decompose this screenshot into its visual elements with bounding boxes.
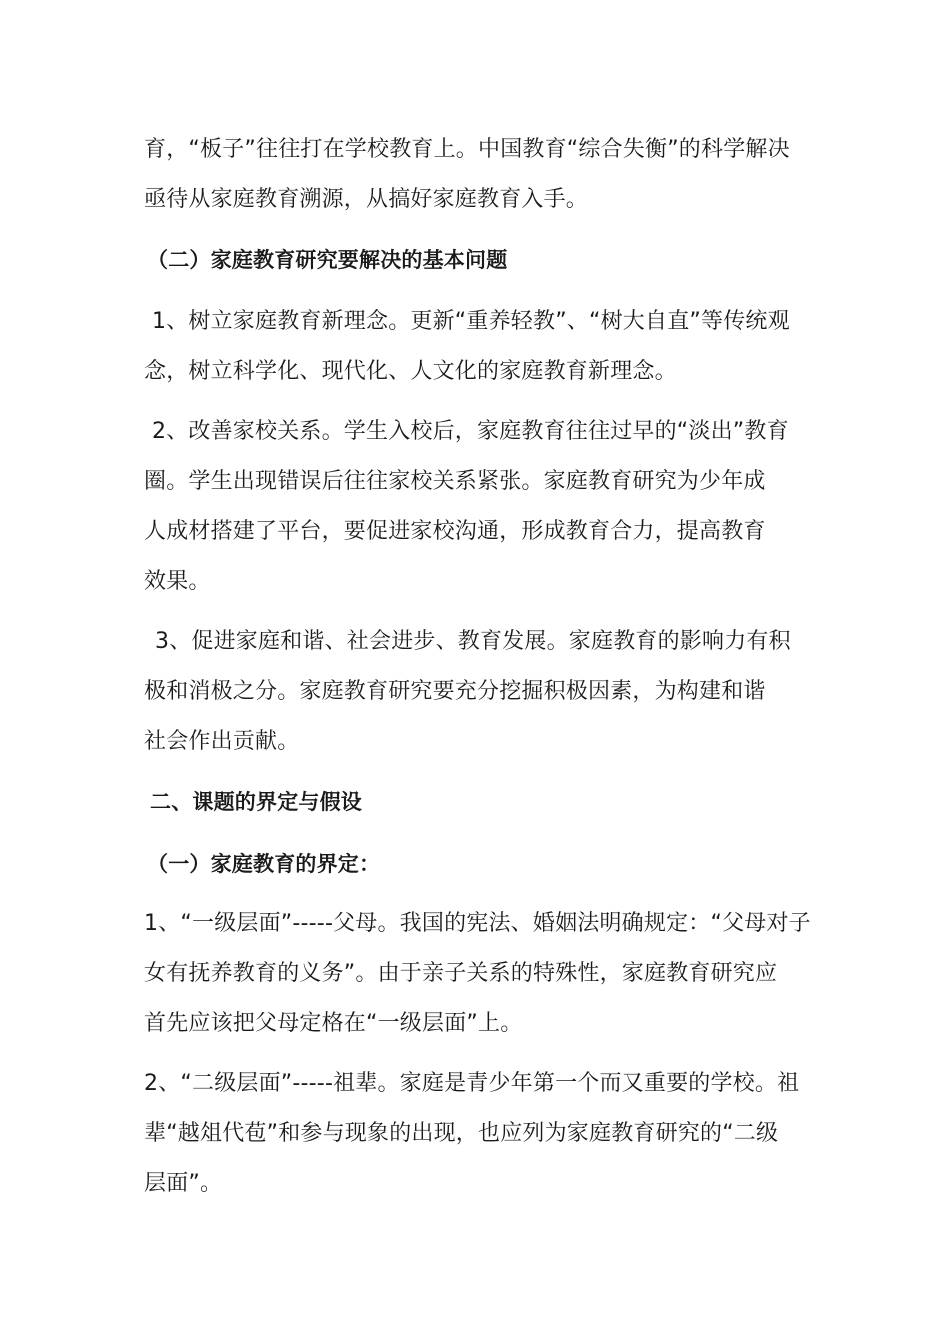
paragraph-line: 3、促进家庭和谐、社会进步、教育发展。家庭教育的影响力有积 [155, 629, 791, 654]
paragraph-line: 1、树立家庭教育新理念。更新“重养轻教”、“树大自直”等传统观 [152, 309, 790, 334]
paragraph-line: 首先应该把父母定格在“一级层面”上。 [144, 1011, 523, 1036]
paragraph-line: 念，树立科学化、现代化、人文化的家庭教育新理念。 [144, 359, 677, 384]
paragraph-line: 育，“板子”往往打在学校教育上。中国教育“综合失衡”的科学解决 [144, 137, 790, 162]
paragraph-line: 效果。 [144, 569, 211, 594]
paragraph-line: 辈“越俎代苞”和参与现象的出现，也应列为家庭教育研究的“二级 [144, 1121, 779, 1146]
paragraph-line: 圈。学生出现错误后往往家校关系紧张。家庭教育研究为少年成 [144, 469, 766, 494]
paragraph-line: 层面”。 [144, 1171, 223, 1196]
paragraph-line: 人成材搭建了平台，要促进家校沟通，形成教育合力，提高教育 [144, 519, 766, 544]
paragraph-line: 1、“一级层面”-----父母。我国的宪法、婚姻法明确规定：“父母对子 [144, 911, 811, 936]
paragraph-line: 亟待从家庭教育溯源，从搞好家庭教育入手。 [144, 187, 589, 212]
paragraph-line: 2、“二级层面”-----祖辈。家庭是青少年第一个而又重要的学校。祖 [144, 1071, 800, 1096]
subsection-heading: （一）家庭教育的界定： [147, 852, 381, 876]
paragraph-line: 女有抚养教育的义务”。由于亲子关系的特殊性，家庭教育研究应 [144, 961, 778, 986]
paragraph-line: 社会作出贡献。 [144, 729, 300, 754]
paragraph-line: 极和消极之分。家庭教育研究要充分挖掘积极因素，为构建和谐 [144, 679, 766, 704]
section-heading: （二）家庭教育研究要解决的基本问题 [147, 248, 508, 272]
section-heading: 二、课题的界定与假设 [150, 790, 362, 814]
paragraph-line: 2、改善家校关系。学生入校后，家庭教育往往过早的“淡出”教育 [152, 419, 789, 444]
